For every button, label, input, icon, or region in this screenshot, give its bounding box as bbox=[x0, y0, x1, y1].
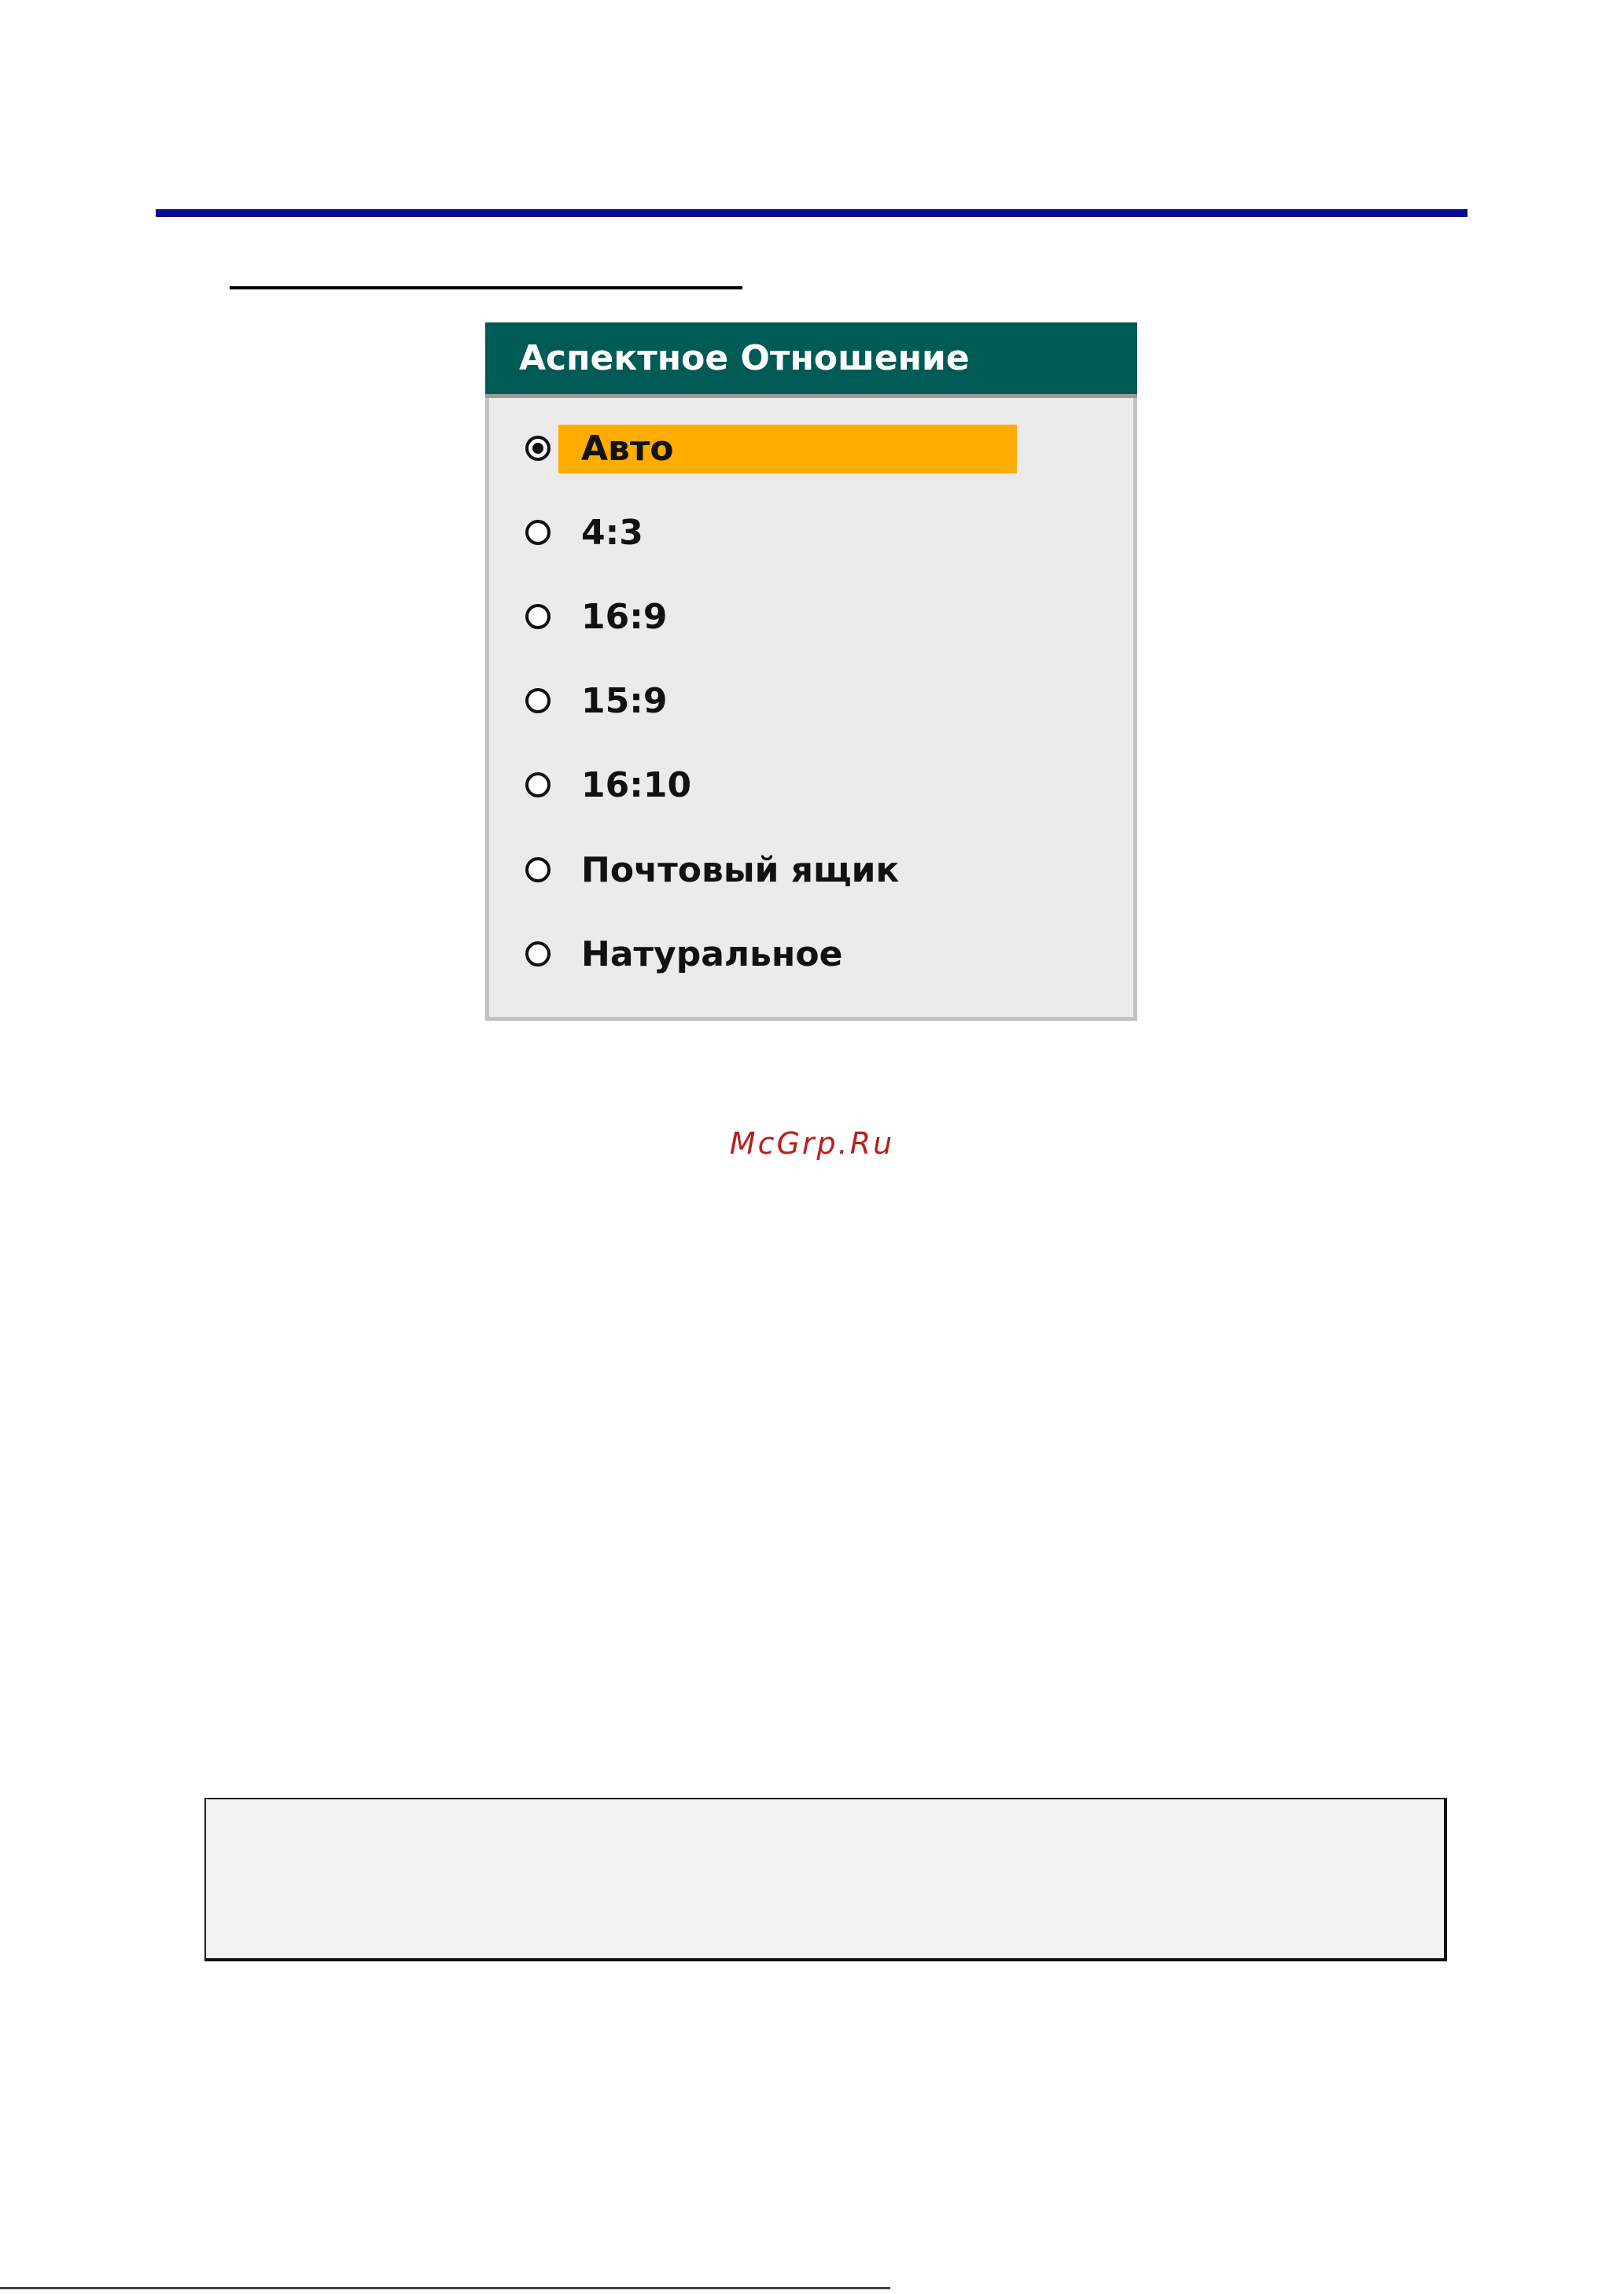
option-letterbox[interactable] bbox=[489, 846, 1133, 897]
radio-unchecked-icon[interactable] bbox=[525, 772, 551, 797]
option-auto[interactable] bbox=[489, 425, 1133, 475]
radio-unchecked-icon[interactable] bbox=[525, 688, 551, 713]
header-rule bbox=[156, 209, 1467, 217]
option-16-9[interactable] bbox=[489, 593, 1133, 643]
option-4-3[interactable] bbox=[489, 509, 1133, 559]
menu-title: Аспектное Отношение bbox=[485, 322, 1137, 394]
menu-title-divider bbox=[485, 394, 1137, 398]
note-box bbox=[204, 1798, 1447, 1961]
watermark-text: McGrp.Ru bbox=[729, 1126, 895, 1161]
option-native[interactable] bbox=[489, 930, 1133, 981]
aspect-ratio-menu bbox=[485, 322, 1137, 1021]
option-16-10[interactable] bbox=[489, 761, 1133, 812]
option-label: Авто bbox=[581, 429, 674, 469]
option-label: 16:9 bbox=[581, 597, 668, 637]
option-label: Почтовый ящик bbox=[581, 850, 900, 890]
radio-checked-icon[interactable] bbox=[525, 436, 551, 461]
option-label: Натуральное bbox=[581, 934, 843, 974]
option-label: 16:10 bbox=[581, 765, 692, 805]
radio-unchecked-icon[interactable] bbox=[525, 941, 551, 967]
radio-unchecked-icon[interactable] bbox=[525, 520, 551, 545]
option-label: 15:9 bbox=[581, 681, 668, 721]
footer-rule bbox=[0, 2287, 890, 2289]
option-label: 4:3 bbox=[581, 513, 643, 553]
radio-unchecked-icon[interactable] bbox=[525, 604, 551, 629]
radio-unchecked-icon[interactable] bbox=[525, 857, 551, 882]
option-15-9[interactable] bbox=[489, 677, 1133, 727]
section-heading-underline bbox=[230, 286, 742, 289]
